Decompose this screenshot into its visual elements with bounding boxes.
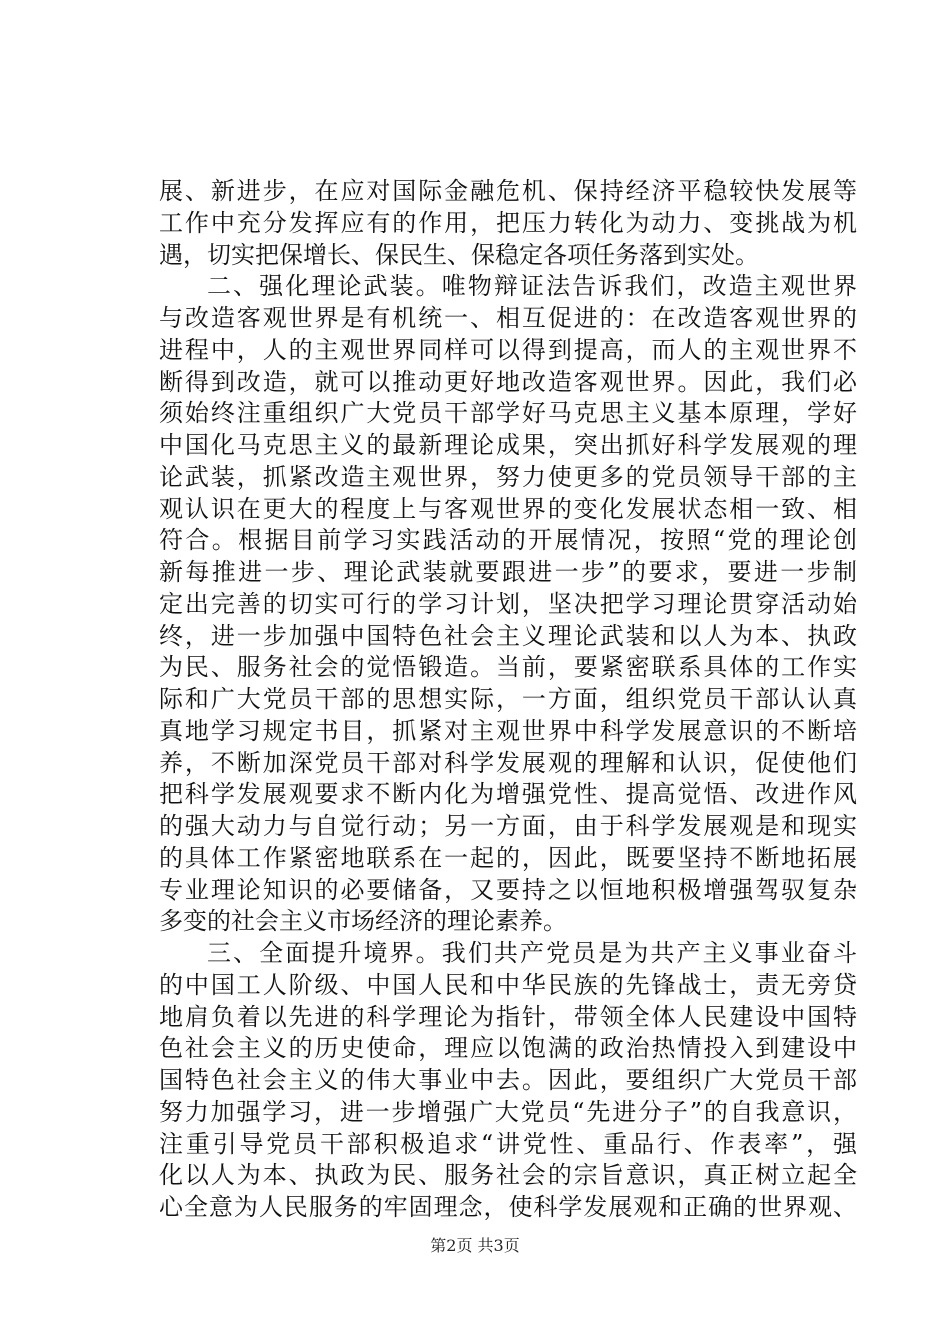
text-line: 展、新进步，在应对国际金融危机、保持经济平稳较快发展等 <box>159 177 857 205</box>
text-line: 真地学习规定书目，抓紧对主观世界中科学发展意识的不断培 <box>159 716 857 745</box>
text-line: 观认识在更大的程度上与客观世界的变化发展状态相一致、相 <box>159 494 857 523</box>
text-line: 须始终注重组织广大党员干部学好马克思主义基本原理，学好 <box>159 399 857 428</box>
text-line: 注重引导党员干部积极追求“讲党性、重品行、作表率”，强 <box>159 1129 857 1158</box>
text-line: 国特色社会主义的伟大事业中去。因此，要组织广大党员干部 <box>159 1066 857 1094</box>
text-line: 际和广大党员干部的思想实际，一方面，组织党员干部认认真 <box>159 685 857 713</box>
text-line: 论武装，抓紧改造主观世界，努力使更多的党员领导干部的主 <box>159 462 857 491</box>
text-line: 地肩负着以先进的科学理论为指针，带领全体人民建设中国特 <box>159 1002 857 1031</box>
text-line: 进程中，人的主观世界同样可以得到提高，而人的主观世界不 <box>159 335 857 364</box>
text-line: 化以人为本、执政为民、服务社会的宗旨意识，真正树立起全 <box>159 1161 857 1190</box>
text-line: 的具体工作紧密地联系在一起的，因此，既要坚持不断地拓展 <box>159 843 857 872</box>
text-line: 二、强化理论武装。唯物辩证法告诉我们，改造主观世界 <box>207 272 857 301</box>
page-footer: 第2页 共3页 <box>430 1236 520 1255</box>
text-line: 心全意为人民服务的牢固理念，使科学发展观和正确的世界观、 <box>159 1193 857 1221</box>
text-line: 把科学发展观要求不断内化为增强党性、提高觉悟、改进作风 <box>159 780 857 809</box>
text-line: 新每推进一步、理论武装就要跟进一步”的要求，要进一步制 <box>159 558 857 586</box>
text-line: 努力加强学习，进一步增强广大党员“先进分子”的自我意识， <box>159 1097 857 1126</box>
text-line: 专业理论知识的必要储备，又要持之以恒地积极增强驾驭复杂 <box>159 875 857 904</box>
text-line: 三、全面提升境界。我们共产党员是为共产主义事业奋斗 <box>207 939 857 967</box>
text-line: 遇，切实把保增长、保民生、保稳定各项任务落到实处。 <box>159 240 759 269</box>
text-line: 养，不断加深党员干部对科学发展观的理解和认识，促使他们 <box>159 748 857 777</box>
text-line: 与改造客观世界是有机统一、相互促进的：在改造客观世界的 <box>159 304 857 332</box>
text-line: 工作中充分发挥应有的作用，把压力转化为动力、变挑战为机 <box>159 208 857 237</box>
text-line: 中国化马克思主义的最新理论成果，突出抓好科学发展观的理 <box>159 431 857 459</box>
text-line: 符合。根据目前学习实践活动的开展情况，按照“党的理论创 <box>159 526 857 555</box>
text-line: 的强大动力与自觉行动；另一方面，由于科学发展观是和现实 <box>159 812 857 840</box>
text-line: 定出完善的切实可行的学习计划，坚决把学习理论贯穿活动始 <box>159 589 857 618</box>
body-text <box>159 176 857 1224</box>
text-line: 断得到改造，就可以推动更好地改造客观世界。因此，我们必 <box>159 367 857 396</box>
text-line: 的中国工人阶级、中国人民和中华民族的先锋战士，责无旁贷 <box>159 970 857 999</box>
text-line: 为民、服务社会的觉悟锻造。当前，要紧密联系具体的工作实 <box>159 653 857 682</box>
text-line: 多变的社会主义市场经济的理论素养。 <box>159 907 567 936</box>
text-line: 色社会主义的历史使命，理应以饱满的政治热情投入到建设中 <box>159 1034 857 1063</box>
text-line: 终，进一步加强中国特色社会主义理论武装和以人为本、执政 <box>159 621 857 650</box>
